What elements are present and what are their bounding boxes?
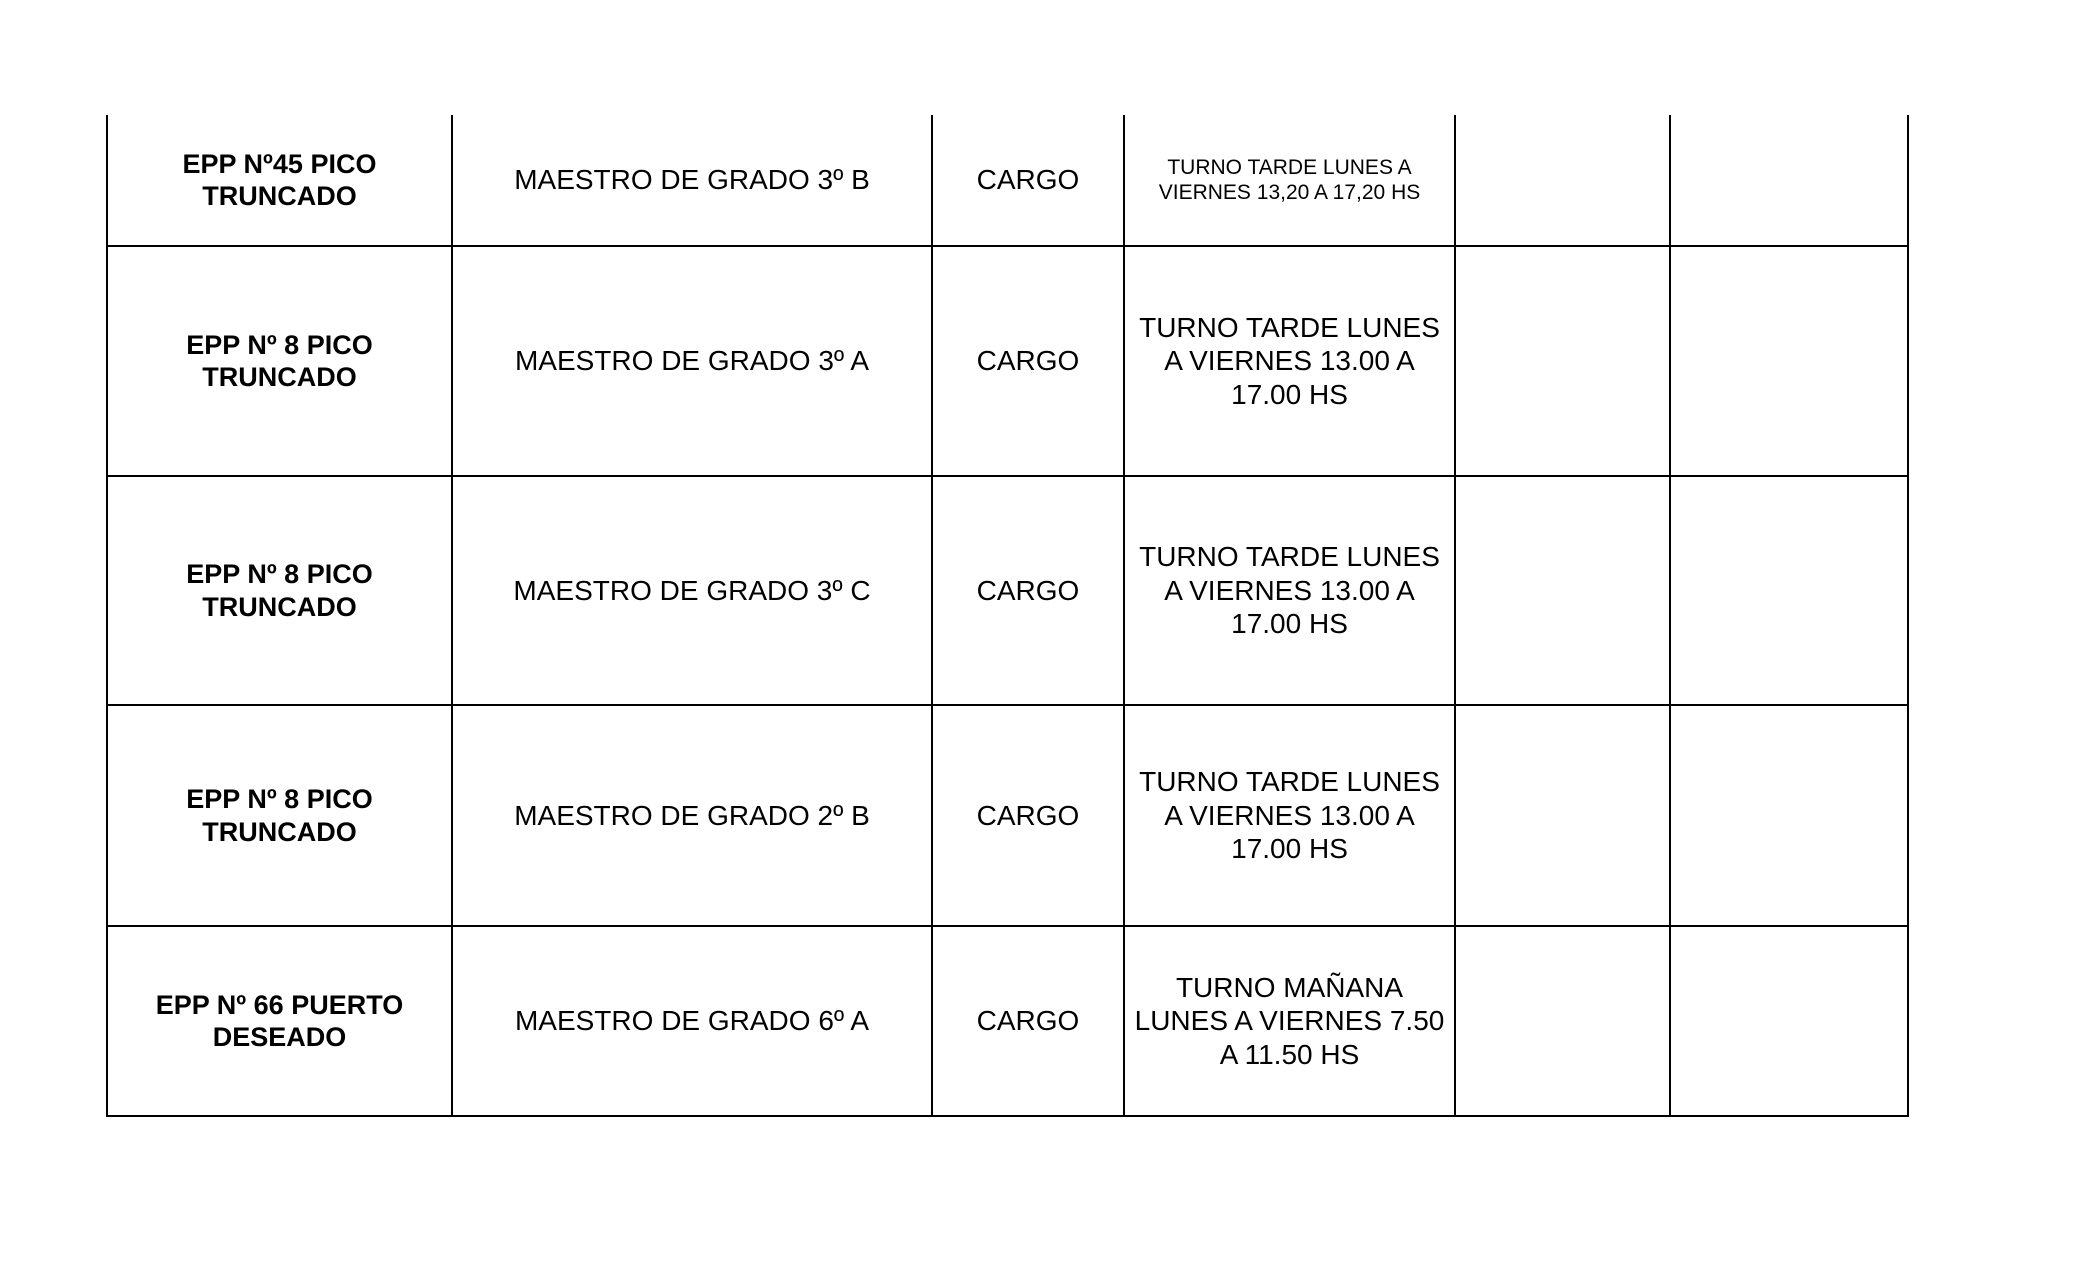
vacancies-table (106, 115, 1909, 1117)
position-cell: MAESTRO DE GRADO 6º A (452, 926, 932, 1116)
schedule-cell: TURNO TARDE LUNES A VIERNES 13.00 A 17.00 HS (1124, 476, 1455, 705)
empty-cell (1455, 926, 1670, 1116)
type-cell: CARGO (932, 115, 1124, 246)
schedule-cell: TURNO MAÑANA LUNES A VIERNES 7.50 A 11.50 HS (1124, 926, 1455, 1116)
school-cell: EPP Nº 8 PICO TRUNCADO (107, 246, 452, 476)
school-cell: EPP Nº 8 PICO TRUNCADO (107, 476, 452, 705)
empty-cell (1455, 115, 1670, 246)
empty-cell (1670, 476, 1908, 705)
table-row (107, 926, 1908, 1116)
type-cell: CARGO (932, 476, 1124, 705)
empty-cell (1670, 246, 1908, 476)
school-cell: EPP Nº 8 PICO TRUNCADO (107, 705, 452, 926)
empty-cell (1670, 115, 1908, 246)
position-cell: MAESTRO DE GRADO 2º B (452, 705, 932, 926)
type-cell: CARGO (932, 926, 1124, 1116)
empty-cell (1670, 926, 1908, 1116)
empty-cell (1455, 246, 1670, 476)
schedule-cell: TURNO TARDE LUNES A VIERNES 13.00 A 17.00 HS (1124, 246, 1455, 476)
school-cell: EPP Nº45 PICO TRUNCADO (107, 115, 452, 246)
empty-cell (1455, 705, 1670, 926)
empty-cell (1670, 705, 1908, 926)
school-cell: EPP Nº 66 PUERTO DESEADO (107, 926, 452, 1116)
type-cell: CARGO (932, 705, 1124, 926)
table-row (107, 246, 1908, 476)
schedule-cell: TURNO TARDE LUNES A VIERNES 13,20 A 17,20 HS (1124, 115, 1455, 246)
position-cell: MAESTRO DE GRADO 3º A (452, 246, 932, 476)
position-cell: MAESTRO DE GRADO 3º B (452, 115, 932, 246)
table-row (107, 476, 1908, 705)
schedule-cell: TURNO TARDE LUNES A VIERNES 13.00 A 17.00 HS (1124, 705, 1455, 926)
table-row (107, 705, 1908, 926)
empty-cell (1455, 476, 1670, 705)
type-cell: CARGO (932, 246, 1124, 476)
position-cell: MAESTRO DE GRADO 3º C (452, 476, 932, 705)
table-row (107, 115, 1908, 246)
